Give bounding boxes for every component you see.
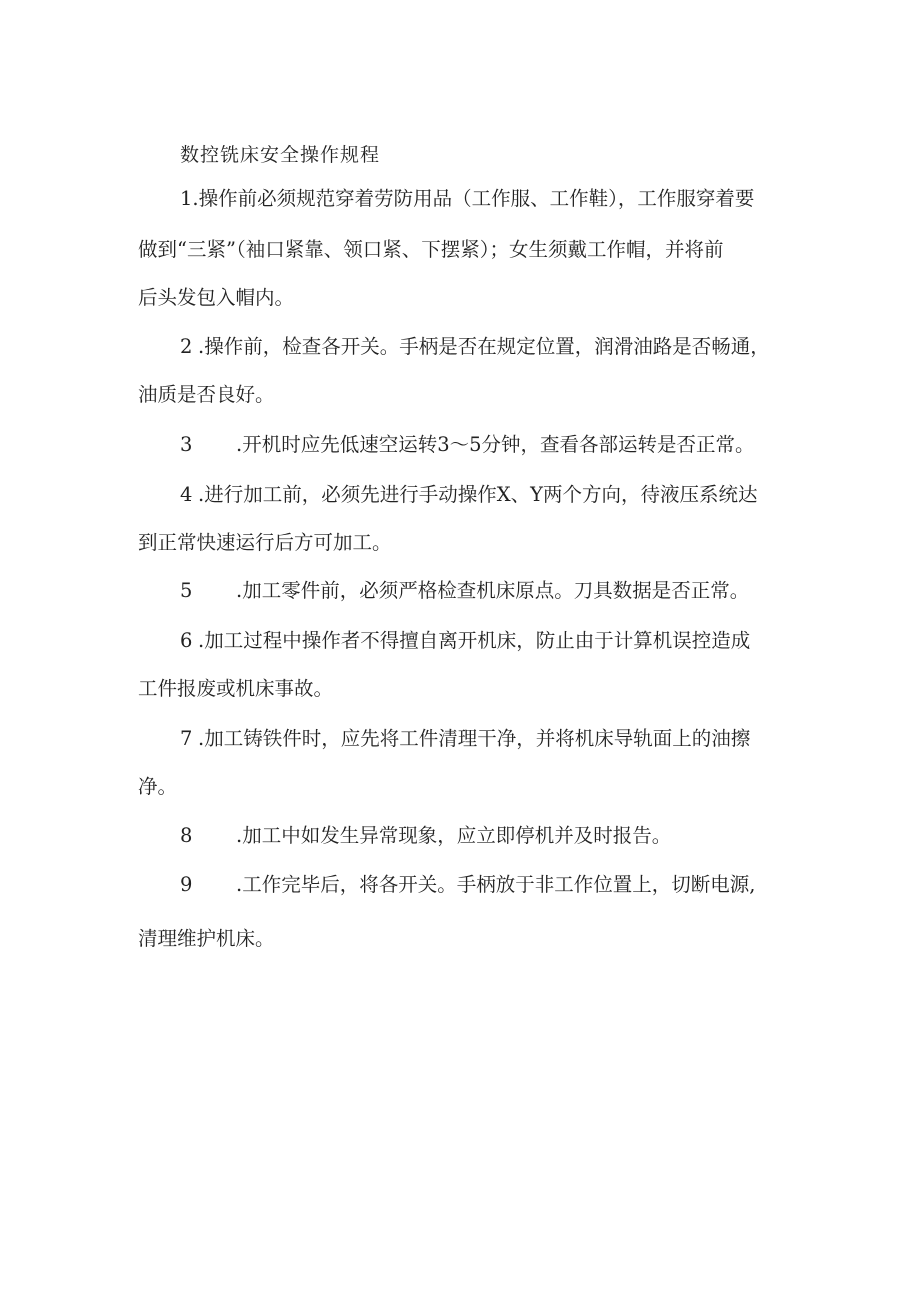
- document-title: 数控铣床安全操作规程: [180, 144, 381, 166]
- item-2-line-2: 油质是否良好。: [138, 383, 275, 406]
- item-3-line-1: [180, 431, 755, 459]
- item-8-number: 8: [180, 824, 193, 847]
- item-9-text-1: .工作完毕后，将各开关。手柄放于非工作位置上，切断电源,: [236, 873, 756, 896]
- item-3-text-1: .开机时应先低速空运转3～5分钟，查看各部运转是否正常。: [236, 433, 755, 456]
- item-8-line-1: [180, 822, 671, 850]
- item-7-number: 7: [180, 727, 193, 750]
- item-9-number: 9: [180, 873, 193, 896]
- item-5-text-1: .加工零件前，必须严格检查机床原点。刀具数据是否正常。: [236, 579, 750, 602]
- item-7-line-1: [180, 725, 750, 753]
- item-2-text-1: .操作前，检查各开关。手柄是否在规定位置，润滑油路是否畅通，: [198, 335, 770, 358]
- item-3-number: 3: [180, 433, 193, 456]
- item-5-line-1: [180, 577, 749, 605]
- item-6-line-2: 工件报废或机床事故。: [138, 677, 334, 700]
- item-1-text-1: 操作前必须规范穿着劳防用品（工作服、工作鞋），工作服穿着要: [198, 187, 755, 210]
- item-2-line-1: [180, 333, 770, 361]
- item-8-text-1: .加工中如发生异常现象，应立即停机并及时报告。: [236, 824, 672, 847]
- item-6-line-1: [180, 627, 750, 655]
- item-2-number: 2: [180, 335, 193, 358]
- item-1-line-1: [180, 185, 754, 213]
- item-1-number: 1.: [180, 187, 199, 210]
- item-4-number: 4: [180, 483, 193, 506]
- item-9-line-2: 清理维护机床。: [138, 927, 275, 950]
- item-1-line-3: 后头发包入帽内。: [138, 286, 295, 309]
- item-7-line-2: 净。: [138, 775, 178, 798]
- item-4-line-2: 到正常快速运行后方可加工。: [138, 531, 392, 554]
- item-5-number: 5: [180, 579, 193, 602]
- item-1-line-2: 做到“三紧”（袖口紧靠、领口紧、下摆紧）；女生须戴工作帽，并将前: [138, 238, 724, 261]
- item-7-text-1: .加工铸铁件时，应先将工件清理干净，并将机床导轨面上的油擦: [198, 727, 751, 750]
- item-9-line-1: [180, 871, 755, 899]
- item-6-number: 6: [180, 629, 193, 652]
- item-6-text-1: .加工过程中操作者不得擅自离开机床，防止由于计算机误控造成: [198, 629, 751, 652]
- item-4-text-1: .进行加工前，必须先进行手动操作X、Y两个方向，待液压系统达: [198, 483, 758, 506]
- item-4-line-1: [180, 481, 757, 509]
